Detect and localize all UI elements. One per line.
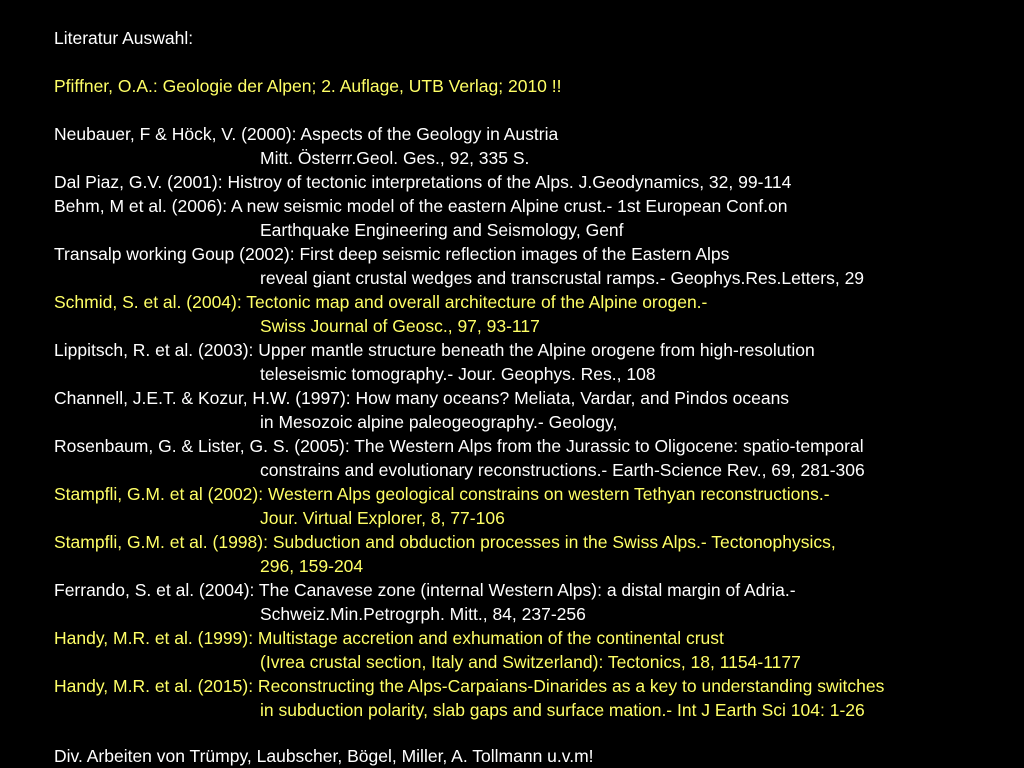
reference-line: Lippitsch, R. et al. (2003): Upper mantle structure beneath the Alpine orogene from high-resolution bbox=[54, 340, 815, 360]
reference-line: Jour. Virtual Explorer, 8, 77-106 bbox=[260, 508, 505, 528]
closing-note: Div. Arbeiten von Trümpy, Laubscher, Bögel, Miller, A. Tollmann u.v.m! bbox=[54, 746, 594, 766]
reference-line: reveal giant crustal wedges and transcrustal ramps.- Geophys.Res.Letters, 29 bbox=[260, 268, 865, 288]
reference-line: Handy, M.R. et al. (1999): Multistage accretion and exhumation of the continental crust bbox=[54, 628, 724, 648]
reference-line: Schweiz.Min.Petrogrph. Mitt., 84, 237-256 bbox=[260, 604, 586, 624]
heading: Literatur Auswahl: bbox=[54, 28, 194, 48]
reference-line: Mitt. Österrr.Geol. Ges., 92, 335 S. bbox=[260, 148, 530, 168]
reference-line: Behm, M et al. (2006): A new seismic model of the eastern Alpine crust.- 1st European Conf.on bbox=[54, 196, 788, 216]
reference-line: (Ivrea crustal section, Italy and Switzerland): Tectonics, 18, 1154-1177 bbox=[260, 652, 801, 672]
reference-line: Dal Piaz, G.V. (2001): Histroy of tectonic interpretations of the Alps. J.Geodynamics, 32, 99-114 bbox=[54, 172, 792, 192]
reference-line: Swiss Journal of Geosc., 97, 93-117 bbox=[260, 316, 540, 336]
reference-line: teleseismic tomography.- Jour. Geophys. Res., 108 bbox=[260, 364, 656, 384]
reference-line: Transalp working Goup (2002): First deep seismic reflection images of the Eastern Alps bbox=[54, 244, 730, 264]
reference-line: Channell, J.E.T. & Kozur, H.W. (1997): How many oceans? Meliata, Vardar, and Pindos oceans bbox=[54, 388, 790, 408]
reference-line: Pfiffner, O.A.: Geologie der Alpen; 2. Auflage, UTB Verlag; 2010 !! bbox=[54, 76, 562, 96]
reference-line: Neubauer, F & Höck, V. (2000): Aspects of the Geology in Austria bbox=[54, 124, 559, 144]
reference-line: Earthquake Engineering and Seismology, Genf bbox=[260, 220, 624, 240]
reference-line: Rosenbaum, G. & Lister, G. S. (2005): The Western Alps from the Jurassic to Oligocene: spatio-temporal bbox=[54, 436, 864, 456]
reference-line: constrains and evolutionary reconstructions.- Earth-Science Rev., 69, 281-306 bbox=[260, 460, 865, 480]
reference-line: in subduction polarity, slab gaps and surface mation.- Int J Earth Sci 104: 1-26 bbox=[260, 700, 865, 720]
reference-line: Ferrando, S. et al. (2004): The Canavese zone (internal Western Alps): a distal margin of Adria.- bbox=[54, 580, 796, 600]
reference-line: 296, 159-204 bbox=[260, 556, 364, 576]
reference-line: Stampfli, G.M. et al (2002): Western Alps geological constrains on western Tethyan reconstructions.- bbox=[54, 484, 830, 504]
reference-line: in Mesozoic alpine paleogeography.- Geology, bbox=[260, 412, 618, 432]
reference-line: Handy, M.R. et al. (2015): Reconstructing the Alps-Carpaians-Dinarides as a key to understanding switches bbox=[54, 676, 885, 696]
reference-line: Stampfli, G.M. et al. (1998): Subduction and obduction processes in the Swiss Alps.- Tectonophysics, bbox=[54, 532, 836, 552]
reference-line: Schmid, S. et al. (2004): Tectonic map and overall architecture of the Alpine orogen.- bbox=[54, 292, 708, 312]
